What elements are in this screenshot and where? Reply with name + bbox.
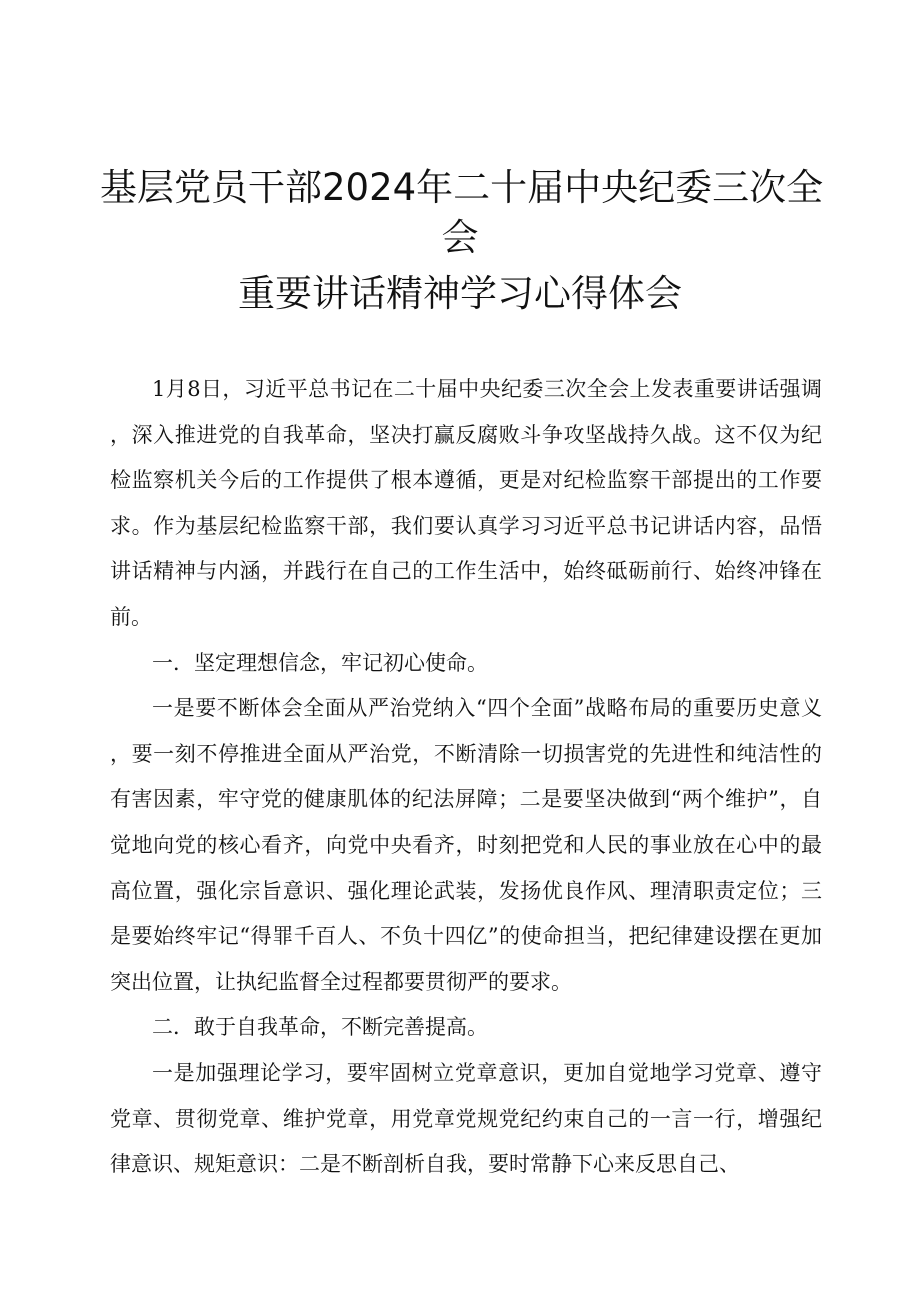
section-heading-2: 二．敢于自我革命，不断完善提高。 [152, 1015, 488, 1040]
section-heading-1: 一．坚定理想信念，牢记初心使命。 [152, 650, 488, 675]
paragraph-intro: 1月8日，习近平总书记在二十届中央纪委三次全会上发表重要讲话强调，深入推进党的自我革命，坚决打赢反腐败斗争攻坚战持久战。这不仅为纪检监察机关今后的工作提供了根本遵循，更是对纪检监察干部提出的工作要求。作为基层纪检监察干部，我们要认真学习习近平总书记讲话内容，品悟讲话精神与内涵，并践行在自己的工作生活中，始终砥砺前行、始终冲锋在前。 [110, 377, 822, 629]
paragraph-section-1: 一是要不断体会全面从严治党纳入“四个全面”战略布局的重要历史意义，要一刻不停推进全面从严治党，不断清除一切损害党的先进性和纯洁性的有害因素，牢守党的健康肌体的纪法屏障；二是要坚决做到“两个维护”，自觉地向党的核心看齐，向党中央看齐，时刻把党和人民的事业放在心中的最高位置，强化宗旨意识、强化理论武装，发扬优良作风、理清职责定位；三是要始终牢记“得罪千百人、不负十四亿”的使命担当，把纪律建设摆在更加突出位置，让执纪监督全过程都要贯彻严的要求。 [110, 696, 822, 994]
document-body [110, 367, 822, 1188]
document-title-line-3: 重要讲话精神学习心得体会 [238, 272, 682, 315]
document-title-line-2: 会 [441, 216, 479, 259]
document-title-line-1: 基层党员干部2024年二十届中央纪委三次全 [100, 166, 824, 209]
paragraph-section-2: 一是加强理论学习，要牢固树立党章意识，更加自觉地学习党章、遵守党章、贯彻党章、维护党章，用党章党规党纪约束自己的一言一行，增强纪律意识、规矩意识：二是不断剖析自我，要时常静下心来反思自己、 [110, 1060, 822, 1177]
